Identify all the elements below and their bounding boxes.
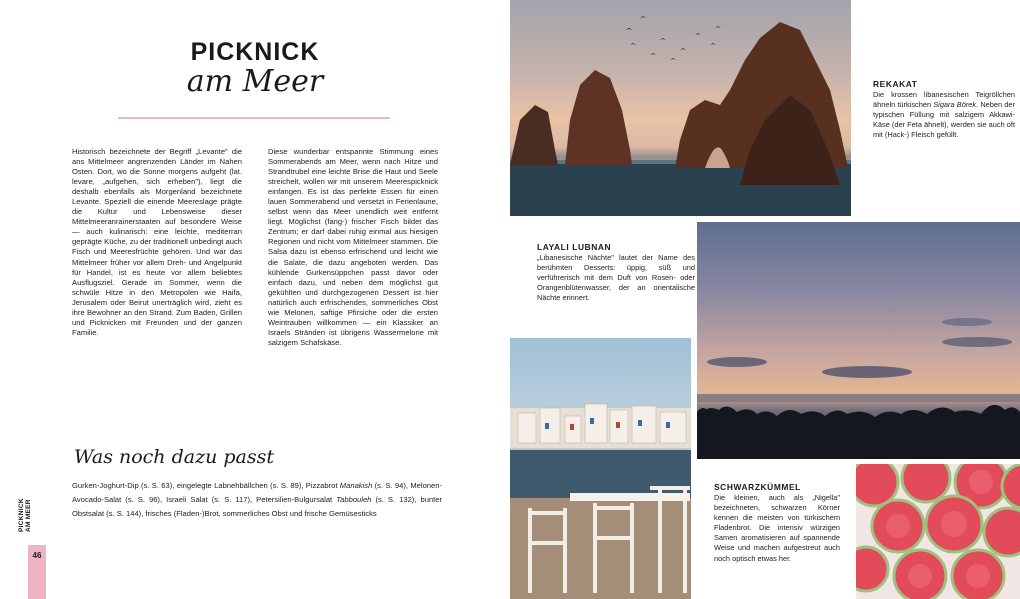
photo-watermelon xyxy=(856,464,1020,599)
title-divider xyxy=(118,117,390,119)
body-column-2: Diese wunderbar entspannte Stimmung eines Sommerabends am Meer, wenn nach Hitze und Strandtrubel eine leichte Brise die Haut und Seele streichelt, wollen wir mit unserem Meerespicknick einfangen. Es ist das perfekte Essen für einen lauen Sommerabend und versetzt in Ferienlaune, selbst wenn das Meer unendlich weit entfernt liegt. Möglichst (fang-) frischer Fisch bildet das Zentrum; er darf dabei ruhig einmal aus hiesigen Regionen und nicht vom Mittelmeer stammen. Die Salsa dazu ist ebenso erfrischend und leicht wie die Salate, die dazu angeboten werden. Das kühlende Gurkensüppchen passt davor oder einfach dazu, und neben dem möglichst gut gekühlten und durchgezogenen Dessert ist hier natürlich auch erfrischendes, sommerliches Obst wie Melonen, saftige Pfirsiche oder die ersten Weintrauben willkommen — ein Klassiker an Israels Stränden ist übrigens Wassermelone mit salzigem Schafskäse. xyxy=(268,147,438,347)
info-rekakat-text: Die krossen libanesischen Teigröllchen ähneln türkischen Sigara Börek. Neben der typischen Füllung mit salzigem Akkawi-Käse (der Feta ähnelt), werden sie auch oft mit (Hack-) Fleisch gefüllt. xyxy=(873,90,1015,140)
page-number: 46 xyxy=(32,551,42,560)
info-layali-text: „Libanesische Nächte" lautet der Name des berühmten Desserts: üppig, süß und verführerisch mit dem Duft von Rosen- oder Orangenblütenwasser, der an orientalische Nächte erinnert. xyxy=(537,253,695,303)
page-subtitle-script: am Meer xyxy=(186,64,324,99)
info-layali-lubnan xyxy=(537,242,695,303)
photo-sunset-crowd xyxy=(697,222,1020,459)
photo-seaside-village xyxy=(510,338,691,599)
chapter-label: PICKNICK AM MEER xyxy=(18,498,32,532)
info-layali-title: LAYALI LUBNAN xyxy=(537,242,612,252)
info-schwarzkuemmel xyxy=(714,482,840,564)
info-rekakat xyxy=(873,79,1015,140)
right-page xyxy=(510,0,1020,599)
page-title: PICKNICK xyxy=(190,38,320,66)
info-schwarz-title: SCHWARZKÜMMEL xyxy=(714,482,801,492)
info-rekakat-title: REKAKAT xyxy=(873,79,918,89)
info-schwarz-text: Die kleinen, auch als „Nigella" bezeichneten, schwarzen Körner kennen die meisten von türkischem Fladenbrot. Die intensiv würzigen Samen aromatisieren auf spannende Weise und machen aufgestreut auch noch optisch etwas her. xyxy=(714,493,840,563)
pairing-heading: Was noch dazu passt xyxy=(74,446,274,468)
pairing-text: Gurken-Joghurt-Dip (s. S. 63), eingelegte Labnehbällchen (s. S. 89), Pizzabrot Manakish (s. S. 94), Melonen-Avocado-Salat (s. S. 96), Israeli Salat (s. S. 117), Petersilien-Bulgursalat Tabbouleh (s. S. 132), bunter Obstsalat (s. S. 144), frisches (Fladen-)Brot, sommerliches Obst und frische Gemüsesticks xyxy=(72,481,443,518)
body-column-1: Historisch bezeichnete der Begriff „Levante" die ans Mittelmeer angrenzenden Länder im Nahen Osten. Dort, wo die Sonne morgens aufgeht (lat. levare, „aufgehen, sich erheben"), liegt die deshalb ebenfalls als Morgenland bezeichnete Levante. Speziell die einende Meereslage prägte die Kultur und Lebensweise dieser Mittelmeeranrainerstaaten auf besondere Weise — auch kulinarisch: eine leichte, mediterran geprägte Küche, zu der traditionell unbedingt auch Fisch und Meeresfrüchte gehören. Und war das Mittelmeer früher vor allem Dreh- und Angelpunkt für Handel, ist es heute vor allem beliebtes Ausflugsziel. Gerade im Sommer, wenn die schwüle Hitze in den Metropolen wie Haifa, Jerusalem oder Beirut unerträglich wird, zieht es ihre Bewohner an den Strand. Zum Baden, Grillen und Picknicken mit Freunden und der ganzen Familie. xyxy=(72,147,242,337)
photo-sea-rocks xyxy=(510,0,851,216)
